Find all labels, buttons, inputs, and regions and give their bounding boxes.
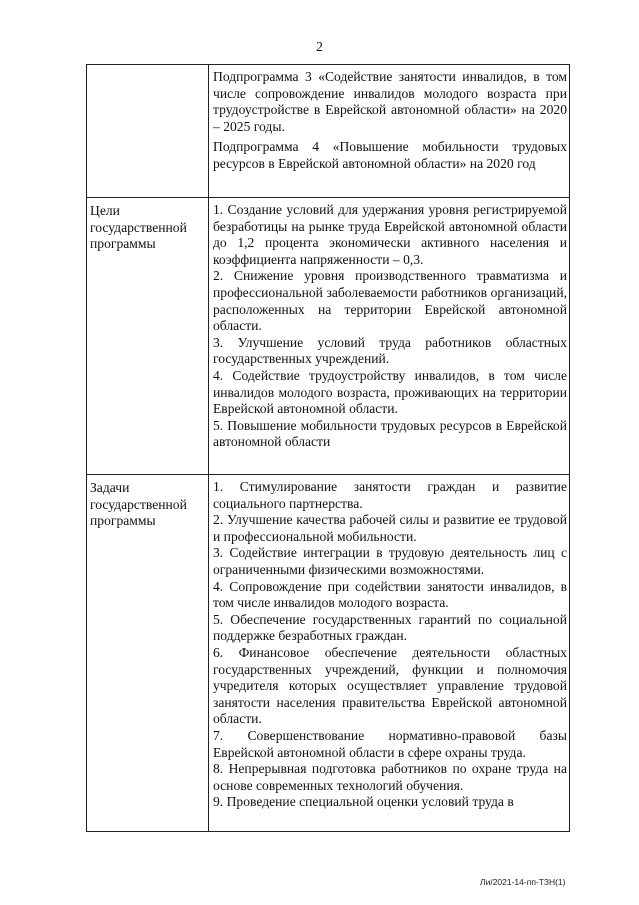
row-content bbox=[209, 65, 570, 198]
row-label-tasks: Задачи государственной программы bbox=[87, 475, 209, 832]
row-label bbox=[87, 65, 209, 198]
subprogram-4-text: Подпрограмма 4 «Повышение мобильности трудовых ресурсов в Еврейской автономной области» на 2020 год bbox=[213, 139, 567, 171]
row-content-goals bbox=[209, 198, 570, 475]
goal-item: 1. Создание условий для удержания уровня регистрируемой безработицы на рынке труда Еврейской автономной области до 1,2 процента экономически активного населения и коэффициента напряженности – 0,3. bbox=[213, 202, 567, 267]
row-label-goals: Цели государственной программы bbox=[87, 198, 209, 475]
task-item: 1. Стимулирование занятости граждан и развитие социального партнерства. bbox=[213, 479, 567, 511]
table-row-goals bbox=[87, 198, 570, 475]
program-passport-table bbox=[86, 64, 570, 832]
row-content-tasks bbox=[209, 475, 570, 832]
page-number: 2 bbox=[316, 40, 323, 55]
goal-item: 4. Содействие трудоустройству инвалидов, в том числе инвалидов молодого возраста, проживающих на территории Еврейской автономной области. bbox=[213, 367, 567, 417]
table-row-continuation bbox=[87, 65, 570, 198]
task-item: 7. Совершенствование нормативно-правовой базы Еврейской автономной области в сфере охраны труда. bbox=[213, 727, 567, 760]
task-item: 3. Содействие интеграции в трудовую деятельность лиц с ограниченными физическими возможностями. bbox=[213, 545, 567, 577]
goal-item: 2. Снижение уровня производственного травматизма и профессиональной заболеваемости работников организаций, расположенных на территории Еврейской автономной области. bbox=[213, 268, 567, 334]
task-item: 2. Улучшение качества рабочей силы и развитие ее трудовой и профессиональной мобильности. bbox=[213, 512, 567, 544]
task-item: 8. Непрерывная подготовка работников по охране труда на основе современных технологий обучения. bbox=[213, 761, 567, 793]
task-item: 5. Обеспечение государственных гарантий по социальной поддержке безработных граждан. bbox=[213, 611, 567, 644]
subprogram-3-text: Подпрограмма 3 «Содействие занятости инвалидов, в том числе сопровождение инвалидов молодого возраста при трудоустройстве в Еврейской автономной области» на 2020 – 2025 годы. bbox=[213, 69, 567, 134]
document-code: Ли/2021-14-пп-ТЗН(1) bbox=[480, 877, 566, 887]
task-item: 6. Финансовое обеспечение деятельности областных государственных учреждений, функции и полномочия учредителя которых осуществляет управление трудовой занятости населения правительства Еврейской автономной области. bbox=[213, 644, 567, 727]
goal-item: 5. Повышение мобильности трудовых ресурсов в Еврейской автономной области bbox=[213, 417, 567, 450]
task-item: 4. Сопровождение при содействии занятости инвалидов, в том числе инвалидов молодого возраста. bbox=[213, 578, 567, 611]
goal-item: 3. Улучшение условий труда работников областных государственных учреждений. bbox=[213, 334, 567, 367]
task-item: 9. Проведение специальной оценки условий труда в bbox=[213, 794, 514, 810]
table-row-tasks bbox=[87, 475, 570, 832]
